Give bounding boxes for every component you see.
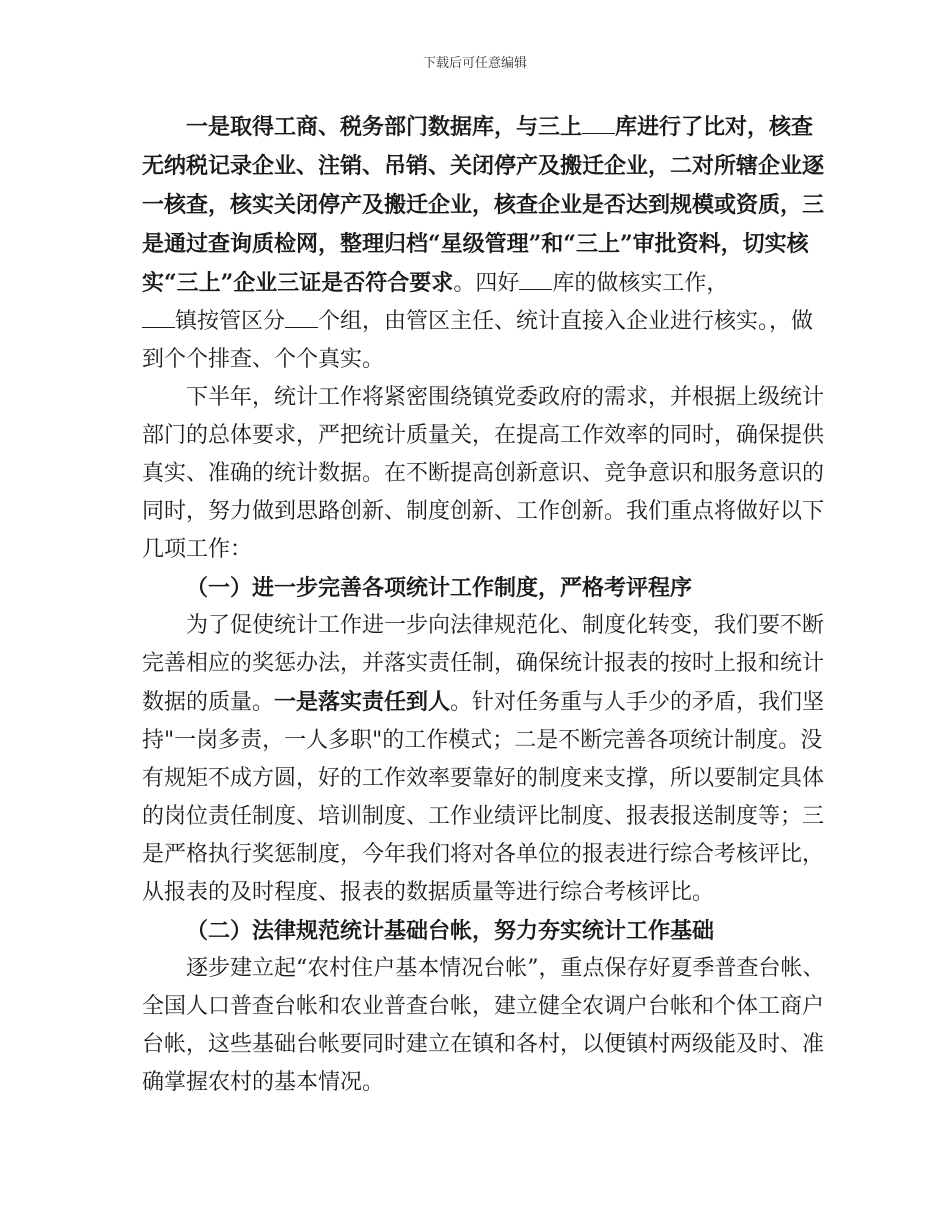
- blank-line: [582, 132, 615, 134]
- blank-line: [285, 326, 318, 328]
- p1-text-e: 镇按管区分: [175, 309, 286, 334]
- p1-bold-a: 一是取得工商、税务部门数据库，与三上: [186, 114, 583, 140]
- paragraph-4: 逐步建立起“农村住户基本情况台帐”，重点保存好夏季普查台帐、全国人口普查台帐和农业普查台帐，建立健全农调户台帐和个体工商户台帐，这些基础台帐要同时建立在镇和各村，以便镇村两级能及时、准确掌握农村的基本情况。: [142, 956, 825, 1095]
- page-header: 下载后可任意编辑: [422, 56, 527, 71]
- p3-text-a: 为了促使统计工作进一步向法律规范化、制度化转变，我们要不断完善相应的奖惩办法，并落实责任制，确保统计报表的按时上报和统计数据的质量。: [142, 613, 825, 715]
- p3-bold-b: 一是落实责任到人: [274, 689, 451, 715]
- paragraph-2: 下半年，统计工作将紧密围绕镇党委政府的需求，并根据上级统计部门的总体要求，严把统计质量关，在提高工作效率的同时，确保提供真实、准确的统计数据。在不断提高创新意识、竞争意识和服务意识的同时，努力做到思路创新、制度创新、工作创新。我们重点将做好以下几项工作：: [142, 385, 825, 562]
- section-heading-2: （二）法律规范统计基础台帐，努力夯实统计工作基础: [186, 918, 715, 944]
- p1-text-d: 库的做核实工作，: [552, 271, 729, 296]
- paragraph-1: [142, 108, 826, 379]
- p1-text-c: 。四好: [453, 271, 520, 296]
- p1-text-f: 个组，由管区主任、统计直接入企业进行核实。，做到个个排查、个个真实。: [142, 309, 814, 372]
- blank-line: [519, 288, 552, 290]
- paragraph-3: [142, 607, 826, 912]
- section-heading-1: （一）进一步完善各项统计工作制度，严格考评程序: [186, 575, 693, 601]
- p3-text-c: 。针对任务重与人手少的矛盾，我们坚持"一岗多责，一人多职"的工作模式；二是不断完善各项统计制度。没有规矩不成方圆，好的工作效率要靠好的制度来支撑，所以要制定具体的岗位责任制度、培训制度、工作业绩评比制度、报表报送制度等；三是严格执行奖惩制度，今年我们将对各单位的报表进行综合考核评比，从报表的及时程度、报表的数据质量等进行综合考核评比。: [142, 690, 825, 905]
- blank-line: [142, 326, 175, 328]
- p1-bold-b: 库进行了比对，核查无纳税记录企业、注销、吊销、关闭停产及搬迁企业，二对所辖企业逐一核查，核实关闭停产及搬迁企业，核查企业是否达到规模或资质，三是通过查询质检网，整理归档“星级管理”和“三上”审批资料，切实核实“三上”企业三证是否符合要求: [142, 114, 825, 296]
- document-body: [142, 108, 826, 1102]
